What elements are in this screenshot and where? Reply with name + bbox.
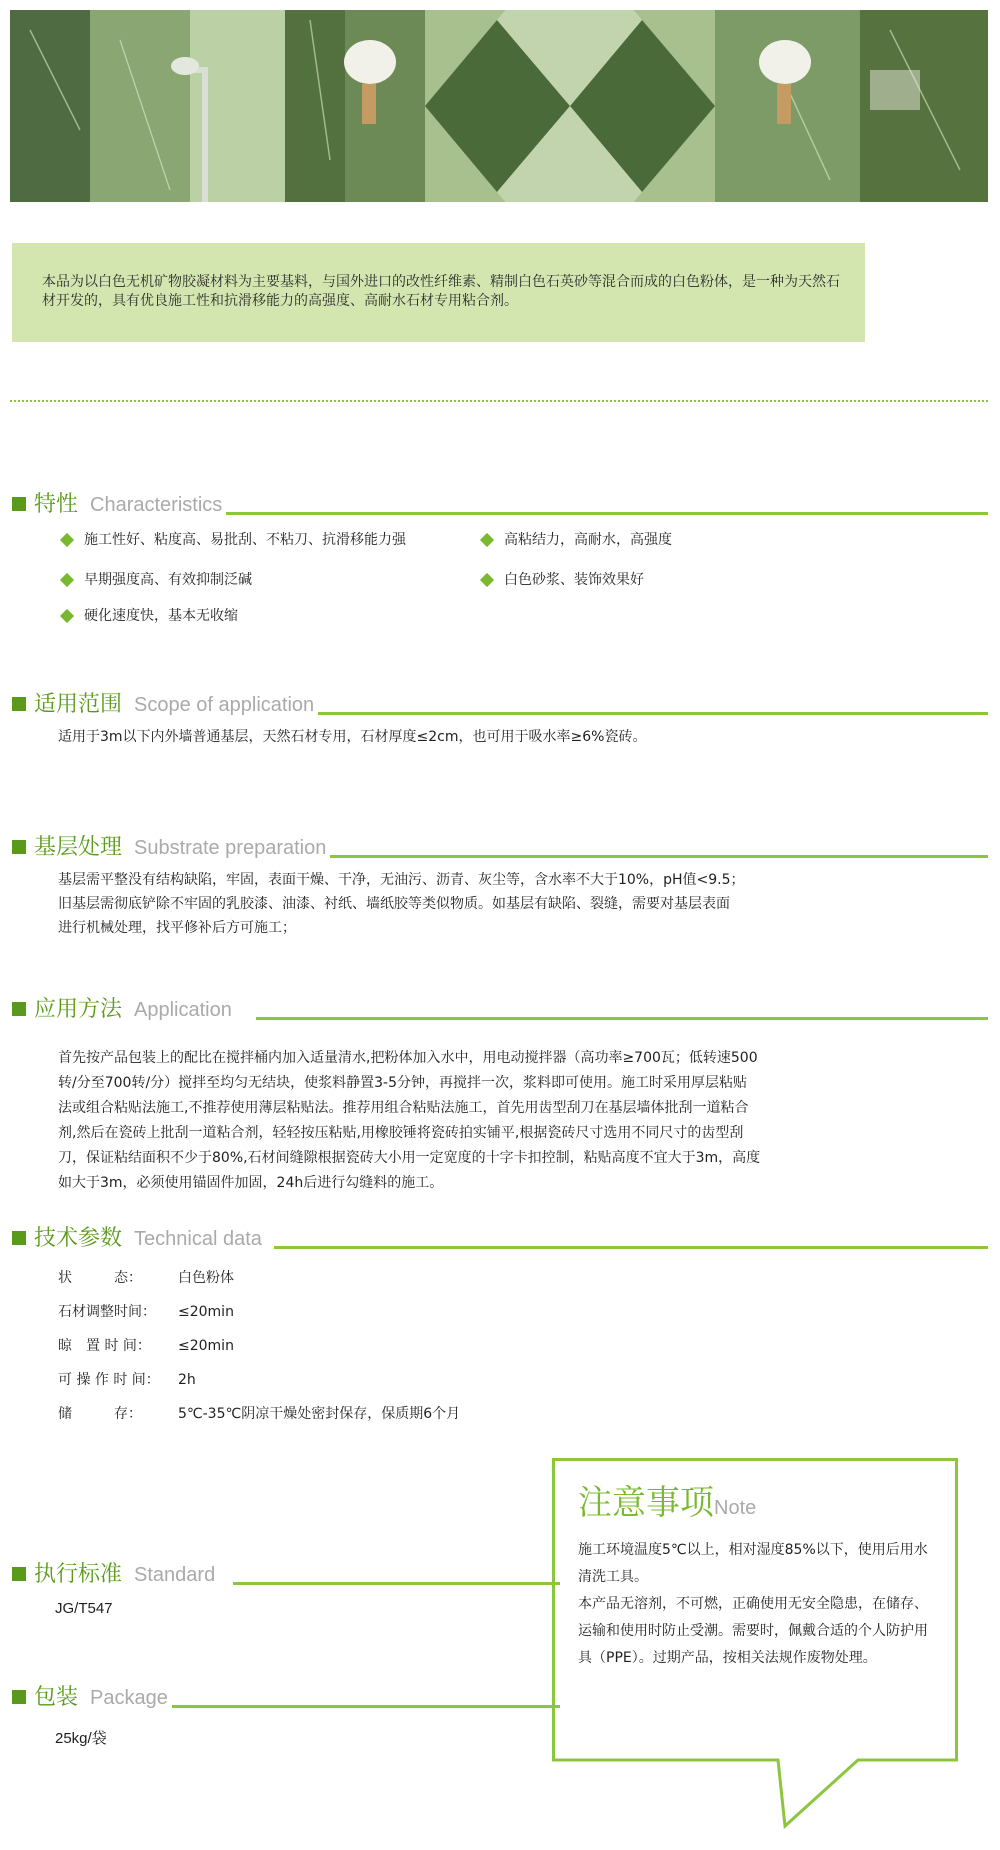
intro-box [12,243,865,342]
substrate-line: 进行机械处理，找平修补后方可施工； [58,920,296,936]
square-bullet-icon [12,1231,26,1245]
section-header-technical [12,1219,988,1253]
scope-text: 适用于3m以下内外墙普通基层，天然石材专用，石材厚度≤2cm，也可用于吸水率≥6%瓷砖。 [58,729,647,745]
section-title-cn: 适用范围 [34,692,123,717]
tech-label: 状 态： [58,1270,142,1286]
characteristic-item [482,570,644,590]
tech-row [58,1302,234,1322]
tech-value: ≤20min [178,1304,234,1320]
diamond-bullet-icon [480,533,494,547]
diamond-bullet-icon [60,609,74,623]
tech-value: 白色粉体 [178,1270,234,1286]
square-bullet-icon [12,497,26,511]
note-paragraph: 施工环境温度5℃以上，相对湿度85%以下，使用后用水清洗工具。 [578,1542,928,1585]
section-rule [233,1582,560,1585]
tech-value: 2h [178,1372,196,1388]
substrate-line: 基层需平整没有结构缺陷，牢固，表面干燥、干净，无油污、沥青、灰尘等，含水率不大于10%，pH值<9.5； [58,872,745,888]
characteristic-item [62,570,252,590]
dotted-divider [10,400,988,402]
standard-text: JG/T547 [55,1600,113,1617]
tech-label: 储 存： [58,1406,142,1422]
square-bullet-icon [12,697,26,711]
bathroom-wall-photo [10,10,988,202]
note-text [578,1537,938,1672]
diamond-bullet-icon [60,533,74,547]
application-text [58,1046,760,1196]
section-title-cn: 特性 [34,492,79,517]
tech-row [58,1268,234,1288]
section-rule [256,1017,988,1020]
substrate-text [58,868,745,940]
section-title-cn: 包装 [34,1685,79,1710]
characteristic-text: 高粘结力，高耐水，高强度 [504,532,672,548]
substrate-line: 旧基层需彻底铲除不牢固的乳胶漆、油漆、衬纸、墙纸胶等类似物质。如基层有缺陷、裂缝，需要对基层表面 [58,896,730,912]
characteristic-item [62,606,238,626]
note-title-en: Note [714,1497,757,1519]
section-rule [274,1246,988,1249]
tech-row [58,1404,460,1424]
section-title-cn: 应用方法 [34,997,123,1022]
section-title-en: Scope of application [134,694,315,716]
section-rule [318,712,988,715]
note-paragraph: 本产品无溶剂，不可燃，正确使用无安全隐患，在储存、运输和使用时防止受潮。需要时，佩戴合适的个人防护用具（PPE）。过期产品，按相关法规作废物处理。 [578,1596,928,1666]
characteristic-text: 施工性好、粘度高、易批刮、不粘刀、抗滑移能力强 [84,532,406,548]
square-bullet-icon [12,1002,26,1016]
application-line: 剂,然后在瓷砖上批刮一道粘合剂，轻轻按压粘贴,用橡胶锤将瓷砖拍实铺平,根据瓷砖尺寸选用不同尺寸的齿型刮 [58,1125,744,1141]
section-rule [172,1705,560,1708]
intro-text: 本品为以白色无机矿物胶凝材料为主要基料，与国外进口的改性纤维素、精制白色石英砂等混合而成的白色粉体，是一种为天然石材开发的，具有优良施工性和抗滑移能力的高强度、高耐水石材专用粘合剂。 [42,274,840,309]
square-bullet-icon [12,1567,26,1581]
characteristic-text: 硬化速度快，基本无收缩 [84,608,238,624]
section-header-application [12,990,988,1024]
characteristic-text: 白色砂浆、装饰效果好 [504,572,644,588]
section-header-substrate [12,828,988,862]
square-bullet-icon [12,1690,26,1704]
section-title-cn: 基层处理 [34,835,123,860]
section-rule [226,512,988,515]
tech-value: ≤20min [178,1338,234,1354]
section-title-cn: 技术参数 [34,1226,123,1251]
application-line: 法或组合粘贴法施工,不推荐使用薄层粘贴法。推荐用组合粘贴法施工，首先用齿型刮刀在基层墙体批刮一道粘合 [58,1100,749,1116]
section-title-en: Standard [134,1564,216,1586]
tech-label: 石材调整时间： [58,1304,156,1320]
tech-value: 5℃-35℃阴凉干燥处密封保存，保质期6个月 [178,1406,461,1422]
square-bullet-icon [12,840,26,854]
tech-label: 可 操 作 时 间： [58,1372,160,1388]
note-title [578,1483,756,1523]
section-header-scope [12,685,988,719]
characteristic-item [62,530,406,550]
section-header-standard [12,1555,560,1589]
section-header-package [12,1678,560,1712]
tech-row [58,1370,196,1390]
section-header-characteristics [12,485,988,519]
application-line: 如大于3m，必须使用锚固件加固，24h后进行勾缝料的施工。 [58,1175,444,1191]
banner-image [10,10,988,202]
section-title-en: Application [134,999,232,1021]
tech-row [58,1336,234,1356]
section-title-en: Substrate preparation [134,837,327,859]
application-line: 刀，保证粘结面积不少于80%,石材间缝隙根据瓷砖大小用一定宽度的十字卡扣控制，粘贴高度不宜大于3m，高度 [58,1150,761,1166]
note-title-cn: 注意事项 [578,1483,714,1523]
section-title-en: Characteristics [90,494,223,516]
diamond-bullet-icon [60,573,74,587]
section-title-en: Package [90,1687,168,1709]
section-title-en: Technical data [134,1228,262,1250]
characteristic-item [482,530,672,550]
section-rule [330,855,988,858]
section-title-cn: 执行标准 [34,1562,123,1587]
application-line: 转/分至700转/分）搅拌至均匀无结块，使浆料静置3-5分钟，再搅拌一次，浆料即可使用。施工时采用厚层粘贴 [58,1075,748,1091]
diamond-bullet-icon [480,573,494,587]
tech-label: 晾 置 时 间： [58,1338,151,1354]
application-line: 首先按产品包装上的配比在搅拌桶内加入适量清水,把粉体加入水中，用电动搅拌器（高功率≥700瓦；低转速500 [58,1050,758,1066]
package-text: 25kg/袋 [55,1730,107,1747]
characteristic-text: 早期强度高、有效抑制泛碱 [84,572,252,588]
